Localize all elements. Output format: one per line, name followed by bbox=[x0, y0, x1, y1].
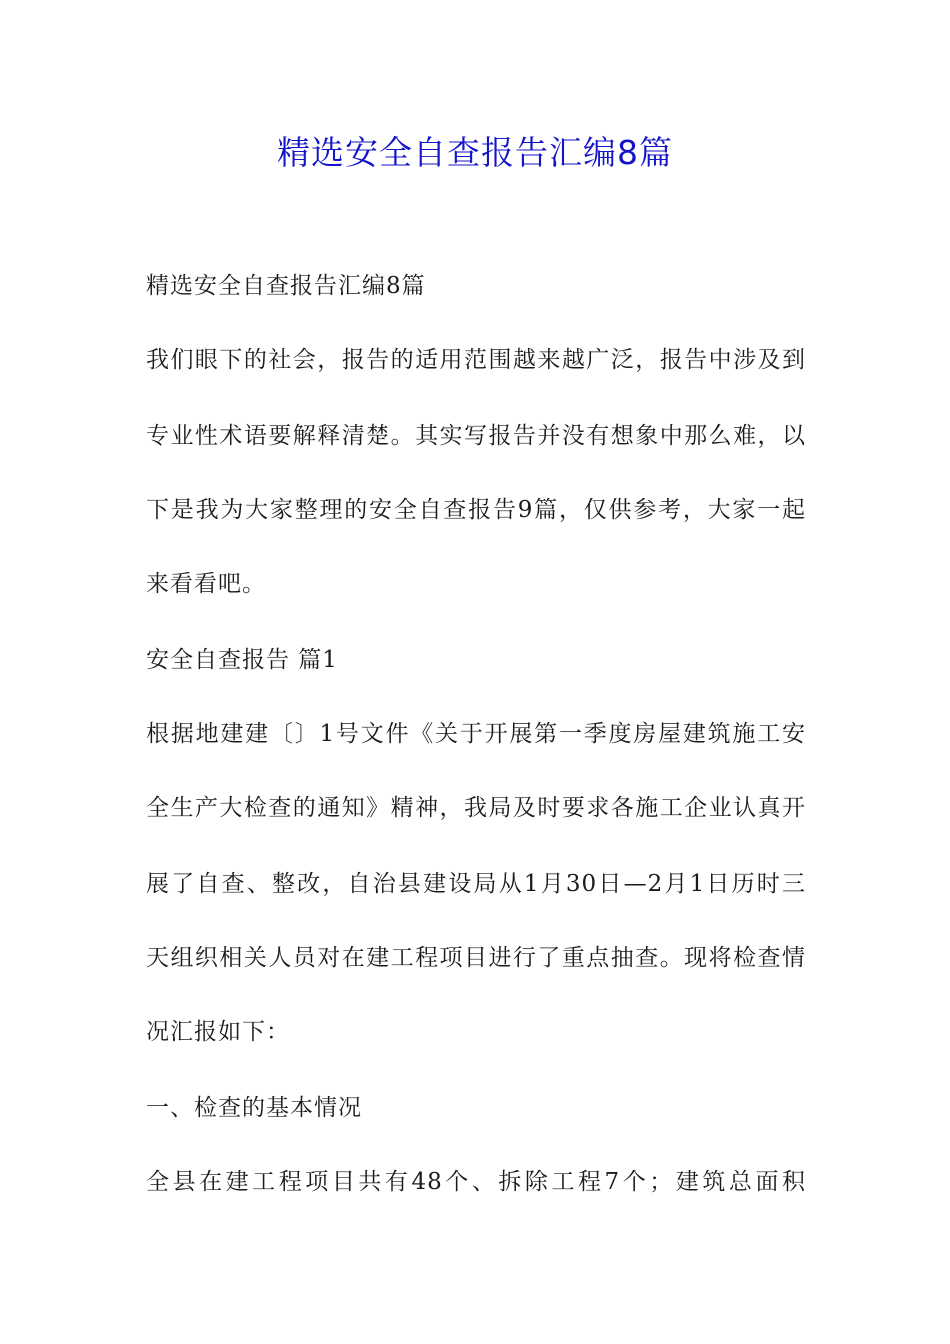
paragraph-line: 天组织相关人员对在建工程项目进行了重点抽查。现将检查情 bbox=[146, 945, 806, 971]
document-title: 精选安全自查报告汇编8篇 bbox=[277, 133, 673, 172]
paragraph-line: 我们眼下的社会，报告的适用范围越来越广泛，报告中涉及到 bbox=[146, 347, 806, 373]
paragraph-line: 展了自查、整改，自治县建设局从1月30日—2月1日历时三 bbox=[146, 871, 806, 897]
paragraph-line: 专业性术语要解释清楚。其实写报告并没有想象中那么难，以 bbox=[146, 423, 806, 449]
section-heading: 安全自查报告 篇1 bbox=[146, 647, 338, 673]
paragraph-line: 来看看吧。 bbox=[146, 571, 266, 597]
paragraph-line: 根据地建建〔〕1号文件《关于开展第一季度房屋建筑施工安 bbox=[146, 721, 806, 747]
paragraph-line: 况汇报如下： bbox=[146, 1019, 290, 1045]
paragraph-line: 全生产大检查的通知》精神，我局及时要求各施工企业认真开 bbox=[146, 795, 806, 821]
paragraph-line: 下是我为大家整理的安全自查报告9篇，仅供参考，大家一起 bbox=[146, 497, 806, 523]
paragraph-line: 全县在建工程项目共有48个、拆除工程7个；建筑总面积 bbox=[146, 1169, 806, 1195]
subsection-heading: 一、检查的基本情况 bbox=[146, 1095, 362, 1121]
subtitle-line: 精选安全自查报告汇编8篇 bbox=[146, 273, 426, 299]
